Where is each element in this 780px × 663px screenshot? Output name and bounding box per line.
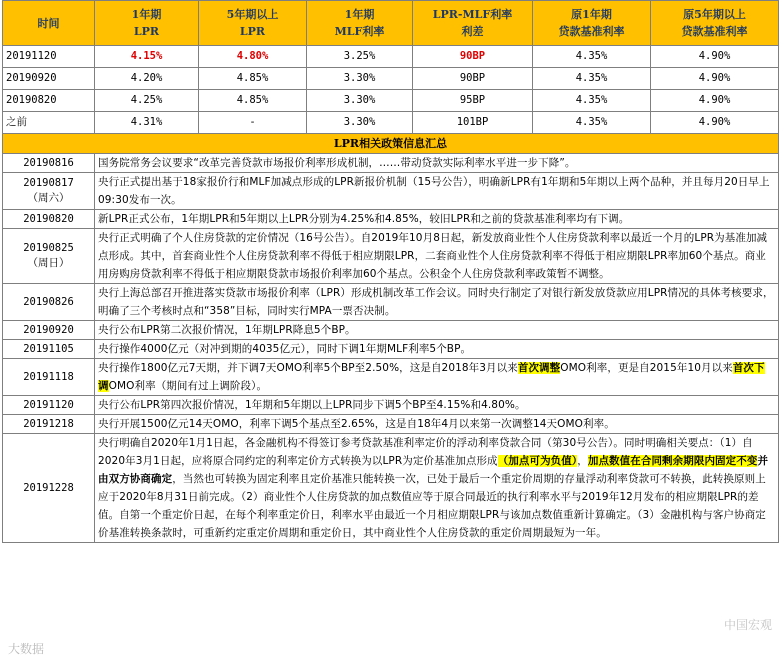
rate-date: 20191120 [3, 46, 95, 68]
policy-text: 央行上海总部召开推进落实贷款市场报价利率（LPR）形成机制改革工作会议。同时央行制定了对银行新发放贷款应用LPR情况的具体考核要求，明确了三个考核时点和“358”目标，同时实行MPA一票否决制。 [95, 284, 779, 321]
highlight-negative-spread: （加点可为负值） [497, 455, 578, 467]
rate-base-5y: 4.90% [651, 68, 779, 90]
policy-row [3, 340, 779, 359]
policy-date: 20190820 [3, 210, 95, 229]
rate-date: 20190820 [3, 90, 95, 112]
policy-text: 新LPR正式公布，1年期LPR和5年期以上LPR分别为4.25%和4.85%，较旧LPR和之前的贷款基准利率均有下调。 [95, 210, 779, 229]
rate-base-5y: 4.90% [651, 112, 779, 134]
header-base-1y: 原1年期 贷款基准利率 [533, 1, 651, 46]
rate-lpr-5y: - [199, 112, 307, 134]
policy-row [3, 434, 779, 543]
policy-row [3, 359, 779, 396]
policy-text: 国务院常务会议要求“改革完善贷款市场报价利率形成机制，……带动贷款实际利率水平进一步下降”。 [95, 154, 779, 173]
policy-date: 20190920 [3, 321, 95, 340]
policy-text: 央行正式明确了个人住房贷款的定价情况（16号公告）。自2019年10月8日起，新发放商业性个人住房贷款利率以最近一个月的LPR为基准加减点形成。其中，首套商业性个人住房贷款利率不得低于相应期限LPR，二套商业性个人住房贷款利率不得低于相应期限LPR率加60个基点。商业用房购房贷款利率不得低于相应期限贷款市场报价利率加60个基点。公积金个人住房贷款利率政策暂不调整。 [95, 229, 779, 284]
rate-lpr-1y: 4.25% [95, 90, 199, 112]
header-mlf-1y: 1年期 MLF利率 [307, 1, 413, 46]
header-lpr-5y: 5年期以上 LPR [199, 1, 307, 46]
rates-header-row [3, 1, 779, 46]
watermark-right: 中国宏观 [723, 618, 772, 632]
policy-date: 20191105 [3, 340, 95, 359]
rate-date: 之前 [3, 112, 95, 134]
header-spread: LPR-MLF利率 利差 [413, 1, 533, 46]
policy-date: 20190816 [3, 154, 95, 173]
header-base-5y: 原5年期以上 贷款基准利率 [651, 1, 779, 46]
policy-date: 20191218 [3, 415, 95, 434]
rate-spread: 95BP [413, 90, 533, 112]
header-time: 时间 [3, 1, 95, 46]
rate-base-1y: 4.35% [533, 68, 651, 90]
policy-row [3, 396, 779, 415]
policy-title: LPR相关政策信息汇总 [3, 134, 779, 154]
policy-date: 20190817 （周六） [3, 173, 95, 210]
rate-base-1y: 4.35% [533, 112, 651, 134]
rate-mlf: 3.30% [307, 90, 413, 112]
rate-mlf: 3.30% [307, 112, 413, 134]
rate-row [3, 46, 779, 68]
bold-negotiated: 并由双方协商确定 [98, 455, 769, 485]
policy-date: 20191120 [3, 396, 95, 415]
policy-row [3, 154, 779, 173]
rate-mlf: 3.30% [307, 68, 413, 90]
policy-row [3, 229, 779, 284]
policy-row [3, 415, 779, 434]
rate-row [3, 68, 779, 90]
rate-spread: 90BP [413, 46, 533, 68]
policy-row [3, 284, 779, 321]
policy-text: 央行开展1500亿元14天OMO，利率下调5个基点至2.65%，这是自18年4月以来第一次调整14天OMO利率。 [95, 415, 779, 434]
policy-row [3, 321, 779, 340]
policy-row [3, 210, 779, 229]
policy-text: 央行公布LPR第四次报价情况，1年期和5年期以上LPR同步下调5个BP至4.15%和4.80%。 [95, 396, 779, 415]
policy-date: 20190825 （周日） [3, 229, 95, 284]
rate-lpr-5y: 4.80% [199, 46, 307, 68]
policy-row [3, 173, 779, 210]
policy-date: 20191228 [3, 434, 95, 543]
rate-base-5y: 4.90% [651, 90, 779, 112]
rate-lpr-1y: 4.20% [95, 68, 199, 90]
rate-spread: 101BP [413, 112, 533, 134]
rate-row [3, 112, 779, 134]
rate-lpr-1y: 4.31% [95, 112, 199, 134]
rate-lpr-1y: 4.15% [95, 46, 199, 68]
policy-section-header [3, 134, 779, 154]
rate-base-1y: 4.35% [533, 46, 651, 68]
highlight-fixed-spread: 加点数值在合同剩余期限内固定不变 [587, 455, 758, 467]
lpr-rates-table [2, 0, 779, 543]
rate-lpr-5y: 4.85% [199, 68, 307, 90]
rate-mlf: 3.25% [307, 46, 413, 68]
policy-text: 央行公布LPR第二次报价情况，1年期LPR降息5个BP。 [95, 321, 779, 340]
rate-spread: 90BP [413, 68, 533, 90]
header-lpr-1y: 1年期 LPR [95, 1, 199, 46]
rate-base-5y: 4.90% [651, 46, 779, 68]
highlight-first-cut: 首次下调 [98, 362, 765, 392]
policy-date: 20190826 [3, 284, 95, 321]
rate-base-1y: 4.35% [533, 90, 651, 112]
policy-text: 央行操作4000亿元（对冲到期的4035亿元），同时下调1年期MLF利率5个BP。 [95, 340, 779, 359]
policy-text: 央行操作1800亿元7天期，并下调7天OMO利率5个BP至2.50%，这是自2018年3月以来首次调整OMO利率，更是自2015年10月以来首次下调OMO利率（期间有过上调阶段）。 [95, 359, 779, 396]
highlight-first-adjust: 首次调整 [517, 362, 561, 374]
watermark-left: 大数据 [8, 642, 45, 656]
rate-date: 20190920 [3, 68, 95, 90]
rate-row [3, 90, 779, 112]
policy-text: 央行正式提出基于18家报价行和MLF加减点形成的LPR新报价机制（15号公告），明确新LPR有1年期和5年期以上两个品种，并且每月20日早上09:30发布一次。 [95, 173, 779, 210]
policy-date: 20191118 [3, 359, 95, 396]
rate-lpr-5y: 4.85% [199, 90, 307, 112]
policy-text: 央行明确自2020年1月1日起，各金融机构不得签订参考贷款基准利率定价的浮动利率贷款合同（第30号公告）。同时明确相关要点：（1）自2020年3月1日起，应将原合同约定的利率定价方式转换为以LPR为定价基准加点形成（加点可为负值），加点数值在合同剩余期限内固定不变并由双方协商确定，当然也可转换为固定利率且定价基准只能转换一次，已处于最后一个重定价周期的存量浮动利率贷款可不转换，此转换原则上应于2020年8月31日前完成。（2）商业性个人住房贷款的加点数值应等于原合同最近的执行利率水平与2019年12月发布的相应期限LPR的差值。自第一个重定价日起，在每个利率重定价日，利率水平由最近一个月相应期限LPR与该加点数值重新计算确定。（3）金融机构与客户协商定价基准转换条款时，可重新约定重定价周期和重定价日，其中商业性个人住房贷款的重定价周期最短为一年。 [95, 434, 779, 543]
